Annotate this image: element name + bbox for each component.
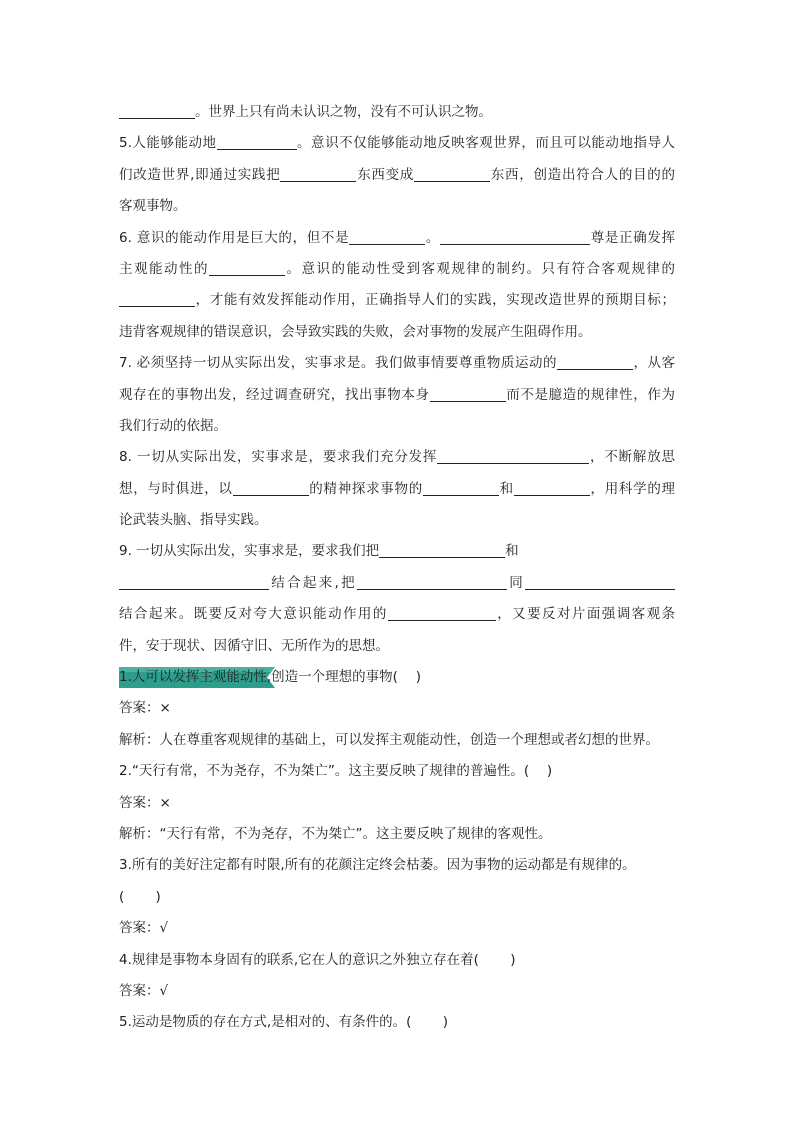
answer-blank[interactable] (119, 102, 195, 119)
text-segment: 。意识不仅能够能动地反映客观世界，而且可以能动地指导人 (296, 135, 675, 152)
text-segment: 。 (425, 229, 441, 246)
answer-blank[interactable] (437, 447, 589, 464)
text-segment: ，才能有效发挥能动作用，正确指导人们的实践，实现改造世界的预期目标； (195, 292, 675, 309)
text-line (119, 536, 675, 567)
text-line (119, 191, 675, 222)
answer-blank[interactable] (557, 353, 633, 370)
text-line (119, 128, 675, 159)
text-line (119, 442, 675, 473)
text-segment: 同 (506, 574, 526, 591)
answer-blank[interactable] (388, 604, 496, 621)
document-page (119, 97, 675, 1039)
text-segment: 5.人能够能动地 (119, 135, 217, 152)
text-segment: ，又要反对片面强调客观条 (495, 606, 675, 623)
text-line (119, 160, 675, 191)
text-line (119, 380, 675, 411)
text-segment: ，从客 (632, 355, 675, 372)
answer-blank[interactable] (514, 479, 590, 496)
text-segment: 想，与时俱进，以 (119, 480, 233, 497)
text-segment: 我们行动的依据。 (119, 417, 227, 434)
text-segment: 8. 一切从实际出发，实事求是，要求我们充分发挥 (119, 449, 438, 466)
text-segment: 们改造世界,即通过实践把 (119, 166, 281, 183)
judgment-question-2 (119, 756, 675, 787)
judgment-question-3 (119, 850, 675, 881)
text-line (119, 97, 675, 128)
question-text: ( ) (119, 888, 161, 905)
text-segment: 7. 必须坚持一切从实际出发，实事求是。我们做事情要尊重物质运动的 (119, 355, 557, 372)
answer-line (119, 976, 675, 1007)
text-segment: 客观事物。 (119, 198, 187, 215)
text-line (119, 474, 675, 505)
text-segment: ，用科学的理 (589, 480, 675, 497)
judgment-question-3-bracket (119, 882, 675, 913)
text-segment: 东西变成 (356, 166, 415, 183)
text-segment: 观存在的事物出发，经过调查研究，找出事物本身 (119, 386, 430, 403)
answer-text: 答案：√ (119, 982, 169, 999)
answer-blank[interactable] (379, 541, 505, 558)
text-segment: ，不断解放思 (589, 449, 675, 466)
answer-text: 答案：√ (119, 920, 169, 937)
text-segment: 和 (498, 480, 514, 497)
answer-blank[interactable] (414, 165, 490, 182)
question-text: 1.人可以发挥主观能动性,创造一个理想的事物( ) (119, 669, 421, 686)
text-segment: 违背客观规律的错误意识，会导致实践的失败，会对事物的发展产生阻碍作用。 (119, 323, 592, 340)
explanation-text: 解析：“天行有常，不为尧存，不为桀亡”。这主要反映了规律的客观性。 (119, 825, 552, 842)
text-line (119, 505, 675, 536)
text-segment: 结合起来,把 (269, 574, 357, 591)
explanation-text: 解析：人在尊重客观规律的基础上，可以发挥主观能动性，创造一个理想或者幻想的世界。 (119, 731, 659, 748)
answer-blank[interactable] (280, 165, 356, 182)
answer-blank[interactable] (233, 479, 309, 496)
answer-blank[interactable] (119, 290, 195, 307)
text-segment: 6. 意识的能动作用是巨大的，但不是 (119, 229, 350, 246)
text-segment: 结合起来。既要反对夸大意识能动作用的 (119, 606, 388, 623)
answer-blank[interactable] (423, 479, 499, 496)
text-line (119, 223, 675, 254)
explanation-line (119, 819, 675, 850)
answer-blank[interactable] (217, 133, 297, 150)
text-line (119, 285, 675, 316)
text-line (119, 411, 675, 442)
judgment-question-1 (119, 662, 675, 693)
judgment-question-5 (119, 1007, 675, 1038)
text-segment: 和 (505, 543, 519, 560)
question-text: 3.所有的美好注定都有时限,所有的花颜注定终会枯萎。因为事物的运动都是有规律的。 (119, 857, 636, 874)
question-text: 4.规律是事物本身固有的联系,它在人的意识之外独立存在着( ) (119, 951, 516, 968)
judgment-question-4 (119, 945, 675, 976)
question-text: 2.“天行有常，不为尧存，不为桀亡”。这主要反映了规律的普遍性。( ) (119, 763, 553, 780)
text-segment: 件，安于现状、因循守旧、无所作为的思想。 (119, 637, 389, 654)
explanation-line (119, 725, 675, 756)
text-segment: 。意识的能动性受到客观规律的制约。只有符合客观规律的 (285, 260, 675, 277)
text-segment: 的精神探求事物的 (308, 480, 423, 497)
text-line (119, 317, 675, 348)
answer-line (119, 788, 675, 819)
answer-text: 答案：× (119, 700, 171, 717)
text-segment: 东西，创造出符合人的目的的 (490, 166, 675, 183)
text-segment: 9. 一切从实际出发，实事求是，要求我们把 (119, 543, 380, 560)
answer-blank[interactable] (525, 573, 675, 590)
text-line (119, 348, 675, 379)
answer-blank[interactable] (119, 573, 269, 590)
text-segment: 而不是臆造的规律性，作为 (505, 386, 675, 403)
text-segment: 论武装头脑、指导实践。 (119, 512, 268, 529)
text-line (119, 599, 675, 630)
answer-line (119, 693, 675, 724)
text-segment: 主观能动性的 (119, 260, 209, 277)
answer-text: 答案：× (119, 794, 171, 811)
text-segment: 。世界上只有尚未认识之物，没有不可认识之物。 (195, 104, 492, 120)
answer-blank[interactable] (349, 228, 425, 245)
text-line (119, 254, 675, 285)
text-line (119, 568, 675, 599)
text-segment: 尊是正确发挥 (590, 229, 675, 246)
answer-blank[interactable] (440, 228, 590, 245)
answer-line (119, 913, 675, 944)
answer-blank[interactable] (357, 573, 507, 590)
answer-blank[interactable] (430, 385, 506, 402)
question-text: 5.运动是物质的存在方式,是相对的、有条件的。( ) (119, 1014, 448, 1031)
text-line (119, 631, 675, 662)
answer-blank[interactable] (209, 259, 285, 276)
